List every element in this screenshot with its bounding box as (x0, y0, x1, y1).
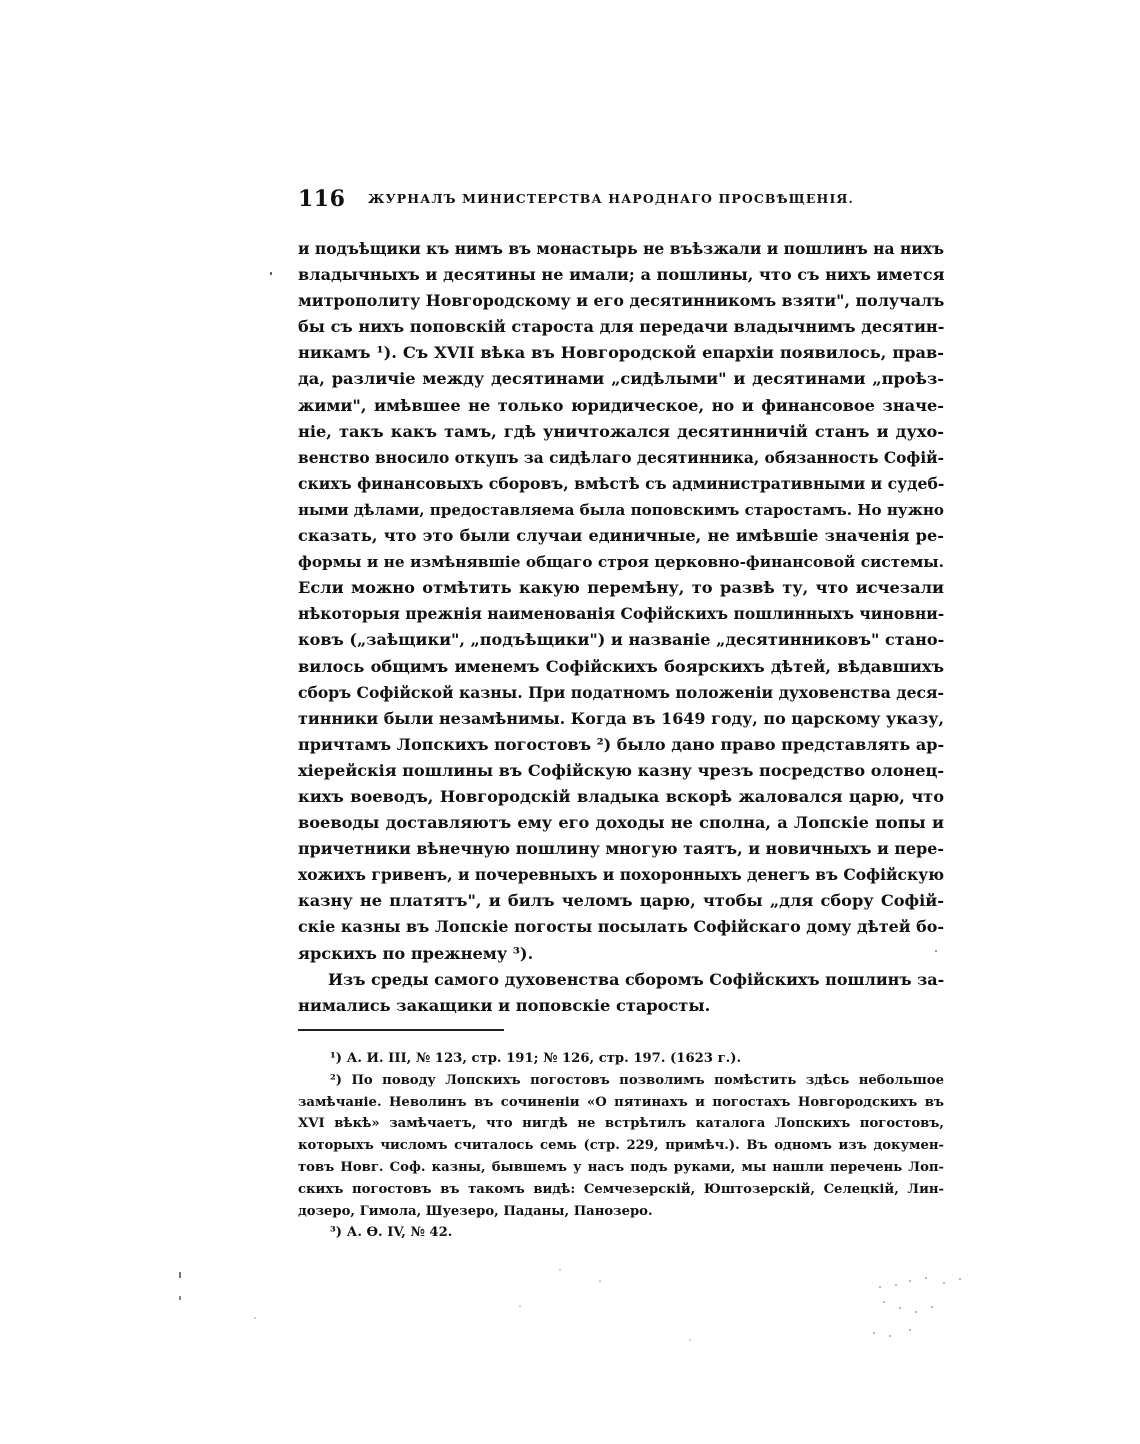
text-line: причтамъ Лопскихъ погостовъ ²) было дано право представлять ар- (298, 734, 945, 754)
text-line: нимались закащики и поповскіе старосты. (298, 995, 711, 1015)
text-line: и подъѣщики къ нимъ въ монастырь не въѣзжали и пошлинъ на нихъ (298, 239, 944, 258)
footnote-line: которыхъ числомъ считалось семь (стр. 229, примѣч.). Въ одномъ изъ докумен- (298, 1138, 944, 1154)
page-number: 116 (298, 186, 346, 212)
text-line: скіе казны въ Лопскіе погосты посылать Софійскаго дому дѣтей бо- (298, 917, 944, 937)
text-line: хожихъ гривенъ, и почеревныхъ и похоронныхъ денегъ въ Софійскую (298, 865, 944, 885)
text-line: митрополиту Новгородскому и его десятинникомъ взяти", получалъ (298, 291, 945, 311)
footnote-line: XVI вѣкѣ» замѣчаетъ, что нигдѣ не встрѣтилъ каталога Лопскихъ погостовъ, (298, 1116, 944, 1132)
footnote-1: ¹) А. И. III, № 123, стр. 191; № 126, стр. 197. (1623 г.). (330, 1051, 742, 1066)
text-line: ными дѣлами, предоставляема была поповскимъ старостамъ. Но нужно (298, 500, 944, 519)
text-line: скихъ финансовыхъ сборовъ, вмѣстѣ съ административными и судеб- (298, 473, 945, 493)
text-line: ковъ („заѣщики", „подъѣщики") и названіе „десятинниковъ" стано- (298, 630, 945, 650)
text-line: Если можно отмѣтить какую перемѣну, то развѣ ту, что исчезали (298, 578, 944, 598)
text-line: венство вносило откупъ за сидѣлаго десятинника, обязанность Софій- (298, 448, 944, 467)
paragraph-start-line: Изъ среды самого духовенства сборомъ Софійскихъ пошлинъ за- (328, 969, 945, 989)
text-line: сказать, что это были случаи единичные, не имѣвшіе значенія ре- (298, 526, 944, 546)
footnote-3: ³) А. Ѳ. IV, № 42. (330, 1225, 453, 1241)
footnote-line: замѣчаніе. Неволинъ въ сочиненіи «О пятинахъ и погостахъ Новгородскихъ въ (298, 1094, 944, 1110)
running-title: ЖУРНАЛЪ МИНИСТЕРСТВА НАРОДНАГО ПРОСВѢЩЕНІЯ. (368, 191, 854, 206)
text-line: вилось общимъ именемъ Софійскихъ боярскихъ дѣтей, вѣдавшихъ (298, 656, 944, 676)
text-line: формы и не измѣнявшіе общаго строя церковно-финансовой системы. (298, 553, 944, 572)
text-line: нѣкоторыя прежнія наименованія Софійскихъ пошлинныхъ чиновни- (298, 604, 945, 624)
text-line: сборъ Софійской казны. При податномъ положеніи духовенства деся- (298, 682, 944, 702)
text-line: ярскихъ по прежнему ³). (298, 943, 534, 963)
text-line: бы съ нихъ поповскій староста для передачи владычнимъ десятин- (298, 317, 945, 337)
text-line: жими", имѣвшее не только юридическое, но и финансовое значе- (298, 395, 944, 415)
text-line: казну не платятъ", и билъ челомъ царю, чтобы „для сбору Софій- (298, 891, 944, 911)
text-line: кихъ воеводъ, Новгородскій владыка вскорѣ жаловался царю, что (298, 786, 944, 806)
footnote-line: товъ Новг. Соф. казны, бывшемъ у насъ подъ руками, мы нашли перечень Лоп- (298, 1159, 944, 1175)
footnote-line: дозеро, Гимола, Шуезеро, Паданы, Панозеро. (298, 1203, 653, 1219)
text-line: тинники были незамѣнимы. Когда въ 1649 году, по царскому указу, (298, 708, 944, 728)
text-line: да, различіе между десятинами „сидѣлыми" и десятинами „проѣз- (298, 369, 944, 389)
text-line: хіерейскія пошлины въ Софійскую казну чрезъ посредство олонец- (298, 760, 944, 780)
text-line: ніе, такъ какъ тамъ, гдѣ уничтожался десятинничій станъ и духо- (298, 421, 944, 441)
footnote-line: скихъ погостовъ въ такомъ видѣ: Семчезерскій, Юштозерскій, Селецкій, Лин- (298, 1181, 944, 1197)
footnote-2: ²) По поводу Лопскихъ погостовъ позволимъ помѣстить здѣсь небольшое (330, 1072, 944, 1088)
text-line: причетники вѣнечную пошлину многую таятъ, и новичныхъ и пере- (298, 839, 944, 859)
text-line: владычныхъ и десятины не имали; а пошлины, что съ нихъ имется (298, 265, 945, 285)
text-line: никамъ ¹). Съ XVII вѣка въ Новгородской епархіи появилось, прав- (298, 343, 944, 363)
text-line: воеводы доставляютъ ему его доходы не сполна, а Лопскіе попы и (298, 813, 944, 833)
